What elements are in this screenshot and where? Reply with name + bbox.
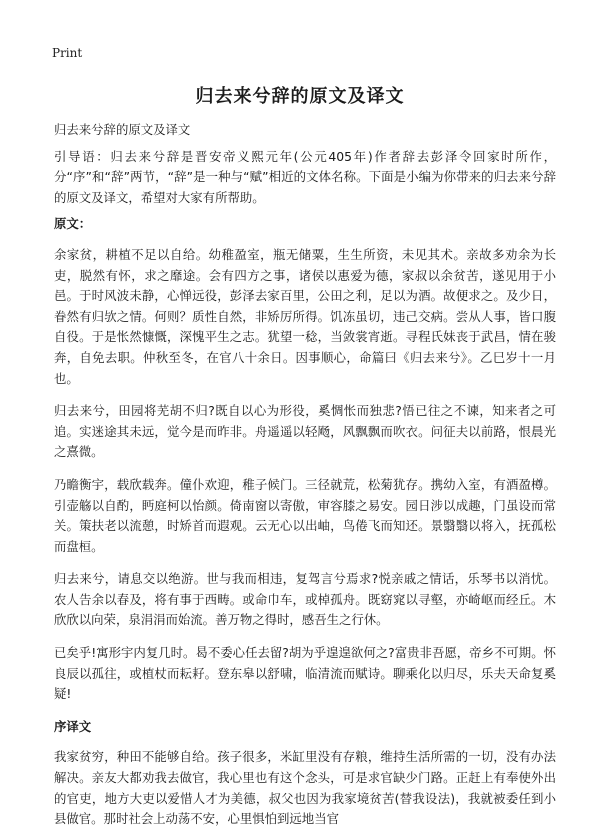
original-paragraph: 归去来兮，田园将芜胡不归?既自以心为形役，奚惆怅而独悲?悟已往之不谏，知来者之可追。实迷途其未远，觉今是而昨非。舟遥遥以轻飏，风飘飘而吹衣。问征夫以前路，恨晨光之熹微。 (54, 403, 556, 460)
translation-paragraph: 我家贫穷，种田不能够自给。孩子很多，米缸里没有存粮，维持生活所需的一切，没有办法解决。亲友大都劝我去做官，我心里也有这个念头，可是求官缺少门路。正赶上有奉使外出的官吏，地方大吏以爱惜人才为美德，叔父也因为我家境贫苦(替我设法)，我就被委任到小县做官。那时社会上动荡不安，心里惧怕到远地当官 (54, 749, 556, 827)
intro-paragraph: 引导语：归去来兮辞是晋安帝义熙元年(公元405年)作者辞去彭泽令回家时所作，分“序”和“辞”两节，“辞”是一种与“赋”相近的文体名称。下面是小编为你带来的归去来兮辞的原文及译文，希望对大家有所帮助。 (54, 148, 556, 205)
page-title: 归去来兮辞的原文及译文 (195, 86, 405, 107)
print-label[interactable]: Print (52, 46, 83, 60)
original-heading: 原文： (54, 216, 92, 232)
original-paragraph: 余家贫，耕植不足以自给。幼稚盈室，瓶无储粟，生生所资，未见其术。亲故多劝余为长吏，脱然有怀，求之靡途。会有四方之事，诸侯以惠爱为德，家叔以余贫苦，遂见用于小邑。于时风波未静，心惮远役，彭泽去家百里，公田之利，足以为酒。故便求之。及少日，眷然有归欤之情。何则？质性自然，非矫厉所得。饥冻虽切，违己交病。尝从人事，皆口腹自役。于是怅然慷慨，深愧平生之志。犹望一稔，当敛裳宵逝。寻程氏妹丧于武昌，情在骏奔，自免去职。仲秋至冬，在官八十余日。因事顺心，命篇曰《归去来兮》。乙巳岁十一月也。 (54, 246, 556, 386)
translation-heading: 序译文 (54, 718, 92, 734)
original-paragraph: 乃瞻衡宇，载欣载奔。僮仆欢迎，稚子候门。三径就荒，松菊犹存。携幼入室，有酒盈樽。引壶觞以自酌，眄庭柯以怡颜。倚南窗以寄傲，审容膝之易安。园日涉以成趣，门虽设而常关。策扶老以流憩，时矫首而遐观。云无心以出岫，鸟倦飞而知还。景翳翳以将入，抚孤松而盘桓。 (54, 476, 556, 554)
original-paragraph: 归去来兮，请息交以绝游。世与我而相违，复驾言兮焉求?悦亲戚之情话，乐琴书以消忧。农人告余以春及，将有事于西畴。或命巾车，或棹孤舟。既窈窕以寻壑，亦崎岖而经丘。木欣欣以向荣，泉涓涓而始流。善万物之得时，感吾生之行休。 (54, 571, 556, 628)
article-subtitle: 归去来兮辞的原文及译文 (54, 122, 191, 137)
original-paragraph: 已矣乎!寓形宇内复几时。曷不委心任去留?胡为乎遑遑欲何之?富贵非吾愿，帝乡不可期。怀良辰以孤往，或植杖而耘耔。登东皋以舒啸，临清流而赋诗。聊乘化以归尽，乐夫天命复奚疑! (54, 645, 556, 702)
article-body (54, 120, 556, 828)
